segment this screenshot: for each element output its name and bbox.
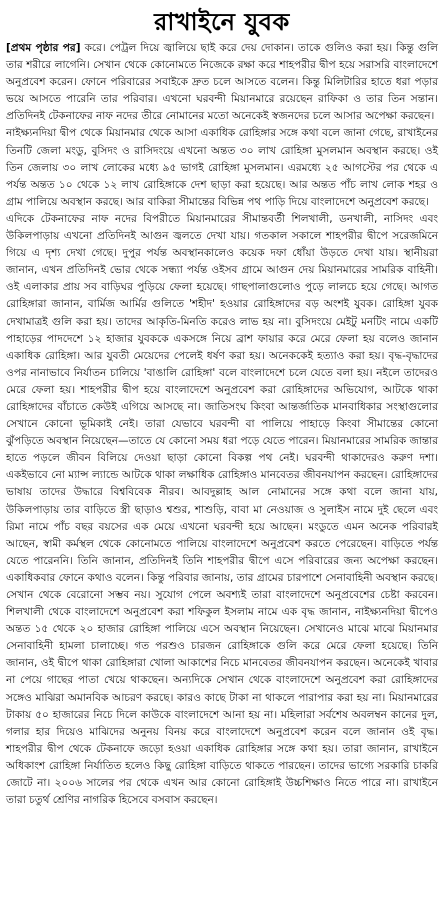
article-paragraph xyxy=(6,40,438,125)
paragraph-text: করে। পেট্রল দিয়ে জ্বালিয়ে ছাই করে দেয় দোকান। তাকে গুলিও করা হয়। কিন্তু গুলি তার শরীরে লাগেনি। সেখান থেকে কোনোমতে নিজেকে রক্ষা করে শাহপরীর দ্বীপ হয়ে সরাসরি বাংলাদেশে অনুপ্রবেশ করেন। ফোনে পরিবারের সবাইকে দ্রুত চলে আসতে বলেন। কিন্তু মিলিটারির হাতে ধরা পড়ার ভয়ে আসতে পারেনি তার পরিবার। এখনো ঘরবন্দী মিয়ানমারে রয়েছেন রাফিকা ও তার তিন সন্তান। প্রতিদিনই টেকনাফের নাফ নদের তীরে নোমানের মতো অনেকেই স্বজনদের চলে আসার অপেক্ষা করছেন। xyxy=(6,42,438,123)
lead-tag: [প্রথম পৃষ্ঠার পর] xyxy=(6,42,81,54)
article-paragraph xyxy=(6,125,438,210)
paragraph-text: নাইক্ষ্যনদিয়া দ্বীপ থেকে মিয়ানমার থেকে আসা একাধিক রোহিঙ্গার সঙ্গে কথা বলে জানা গেছে, রাখাইনের তিনটি জেলা মংডু, বুসিদং ও রাসিদংয়ে এখনো অন্তত ৩০ লাখ রোহিঙ্গা মুসলমান অবস্থান করছে। ওই তিন জেলায় ৩০ লাখ লোকের মধ্যে ৯৫ ভাগই রোহিঙ্গা মুসলমান। এরমধ্যে ২৫ আগস্টের পর থেকে এ পর্যন্ত অন্তত ১০ থেকে ১২ লাখ রোহিঙ্গাকে দেশ ছাড়া করা হয়েছে। আর অন্তত পাঁচ লাখ লোক শহর ও গ্রাম পালিয়ে অবস্থান করছে। আর বাকিরা সীমান্তের বিভিন্ন পথ পাড়ি দিয়ে বাংলাদেশে অনুপ্রবেশ করছে। xyxy=(6,127,438,208)
headline: রাখাইনে যুবক xyxy=(154,8,290,36)
article-body xyxy=(6,40,438,809)
paragraph-text: এদিকে টেকনাফের নাফ নদের বিপরীতে মিয়ানমারের সীমান্তবর্তী শিলখালী, ডনখালী, নাসিদং এবং উকিলপাড়ায় এখনো প্রতিদিনই আগুন জ্বলতে দেখা যায়। গতকাল সকালে শাহপরীর দ্বীপে সরেজমিনে গিয়ে এ দৃশ্য দেখা গেছে। দুপুর পর্যন্ত অবস্থানকালেও কয়েক দফা ধোঁয়া উড়তে দেখা যায়। স্থানীয়রা জানান, এখন প্রতিদিনই ভোর থেকে সন্ধ্যা পর্যন্ত ওইসব গ্রামে আগুন দেয় মিয়ানমারের সামরিক বাহিনী। ওই এলাকার প্রায় সব বাড়িঘর পুড়িয়ে ফেলা হয়েছে। গাছপালাগুলোও পুড়ে লালচে হয়ে গেছে। আগত রোহিঙ্গারা জানান, বার্মিজ আর্মির গুলিতে 'শহীদ' হওয়ার রোহিঙ্গাদের বড় অংশই যুবক। রোহিঙ্গা যুবক দেখামাত্রই গুলি করা হয়। তাদের আকৃতি-মিনতি করেও লাভ হয় না। বুসিদংয়ে মেইটু মনটিং নামে একটি পাহাড়ের পাদদেশে ১২ হাজার যুবককে একসঙ্গে নিয়ে ব্রাশ ফায়ার করে মেরে ফেলা হয় বলেও জানান একাধিক রোহিঙ্গা। আর যুবতী মেয়েদের পেলেই ধর্ষণ করা হয়। অনেককেই হত্যাও করা হয়। বৃদ্ধ-বৃদ্ধাদের ওপর নানাভাবে নির্যাতন চালিয়ে 'বাঙালি রোহিঙ্গা' বলে বাংলাদেশে চলে যেতে বলা হয়। নইলে তাদেরও মেরে ফেলা হয়। শাহপরীর দ্বীপ হয়ে বাংলাদেশে অনুপ্রবেশ করা রোহিঙ্গাদের অভিযোগ, আটকে থাকা রোহিঙ্গাদের বাঁচাতে কেউই এগিয়ে আসছে না। জাতিসংঘ কিংবা আন্তর্জাতিক মানবাধিকার সংস্থাগুলোর সেখানে কোনো ভূমিকাই নেই। তারা যেভাবে ঘরবন্দী বা পালিয়ে পাহাড়ে কিংবা সীমান্তের কোনো ঝুঁপড়িতে অবস্থান নিয়েছেন—তাতে যে কোনো সময় ধরা পড়ে যেতে পারেন। মিয়ানমারের সামরিক জান্তার হাতে পড়লে জীবন বিলিয়ে দেওয়া ছাড়া কোনো বিকল্প পথ নেই। ঘরবন্দী থাকাদেরও করুণ দশা। একইভাবে নো ম্যান্স ল্যান্ডে আটকে থাকা লক্ষাধিক রোহিঙ্গাও মানবেতর জীবনযাপন করছেন। রোহিঙ্গাদের ভাষায় তাদের উদ্ধারে বিশ্ববিবেক নীরব। আবদুল্লাহ আল নোমানের সঙ্গে কথা বলে জানা যায়, উকিলপাড়ায় তার বাড়িতে স্ত্রী ছাড়াও শ্বশুর, শাশুড়ি, বাবা মা নেওয়াজ ও সুলাইস নামে দুই ছেলে এবং রিমা নামে পাঁচ বছর বয়সের এক মেয়ে এখনো ঘরবন্দী হয়ে আছেন। মংডুতে এমন অনেক পরিবারই আছেন, স্বামী কর্মস্থল থেকে কোনোমতে পালিয়ে বাংলাদেশে অনুপ্রবেশ করতে পেরেছেন। বাড়িতে পর্যন্ত যেতে পারেননি। তিনি জানান, প্রতিদিনই তিনি শাহপরীর দ্বীপে এসে পরিবারের জন্য অপেক্ষা করছেন। একাধিকবার ফোনে কথাও বলেন। কিন্তু পরিবার জানায়, তার গ্রামের চারপাশে সেনাবাহিনী অবস্থান করছে। সেখান থেকে বেরোনো সম্ভব নয়। সুযোগ পেলে অবশ্যই তারা বাংলাদেশে অনুপ্রবেশের চেষ্টা করবেন। শিলখালী থেকে বাংলাদেশে অনুপ্রবেশ করা শফিকুল ইসলাম নামে এক বৃদ্ধ জানান, নাইক্ষ্যনদিয়া দ্বীপেও অন্তত ১৫ থেকে ২০ হাজার রোহিঙ্গা পালিয়ে এসে অবস্থান নিয়েছেন। সেখানেও মাঝে মাঝে মিয়ানমার সেনাবাহিনী হামলা চালাচ্ছে। গত পরশুও চারজন রোহিঙ্গাকে গুলি করে মেরে ফেলা হয়েছে। তিনি জানান, ওই দ্বীপে থাকা রোহিঙ্গারা খোলা আকাশের নিচে মানবেতর জীবনযাপন করছেন। অনেকেই খাবার না পেয়ে গাছের পাতা খেয়ে থাকছেন। অন্যদিকে সেখান থেকে বাংলাদেশে অনুপ্রবেশ করা রোহিঙ্গাদের সঙ্গেও মাঝিরা অমানবিক আচরণ করছে। কারও কাছে টাকা না থাকলে পারাপার করা হয় না। মিয়ানমারের টাকায় ৫০ হাজারের নিচে দিলে কাউকে বাংলাদেশে আনা হয় না। মহিলারা সর্বশেষ অবলম্বন কানের দুল, গলার হার দিয়েও মাঝিদের অনুনয় বিনয় করে বাংলাদেশে অনুপ্রবেশ করেন বলে জানান ওই বৃদ্ধ। শাহপরীর দ্বীপ থেকে টেকনাফে জড়ো হওয়া একাধিক রোহিঙ্গার সঙ্গে কথা হয়। তারা জানান, রাখাইনে অধিকাংশ রোহিঙ্গা নির্যাতিত হলেও কিছু রোহিঙ্গা বাড়িতে থাকতে পারছেন। তাদের ভাগ্যে সরকারি চাকরি জোটে না। ২০০৬ সালের পর থেকে এখন আর কোনো রোহিঙ্গাই উচ্চশিক্ষাও নিতে পারে না। রাখাইনে তারা চতুর্থ শ্রেণির নাগরিক হিসেবে বসবাস করছেন। xyxy=(6,212,438,807)
headline-container xyxy=(6,4,438,40)
article-paragraph xyxy=(6,211,438,809)
